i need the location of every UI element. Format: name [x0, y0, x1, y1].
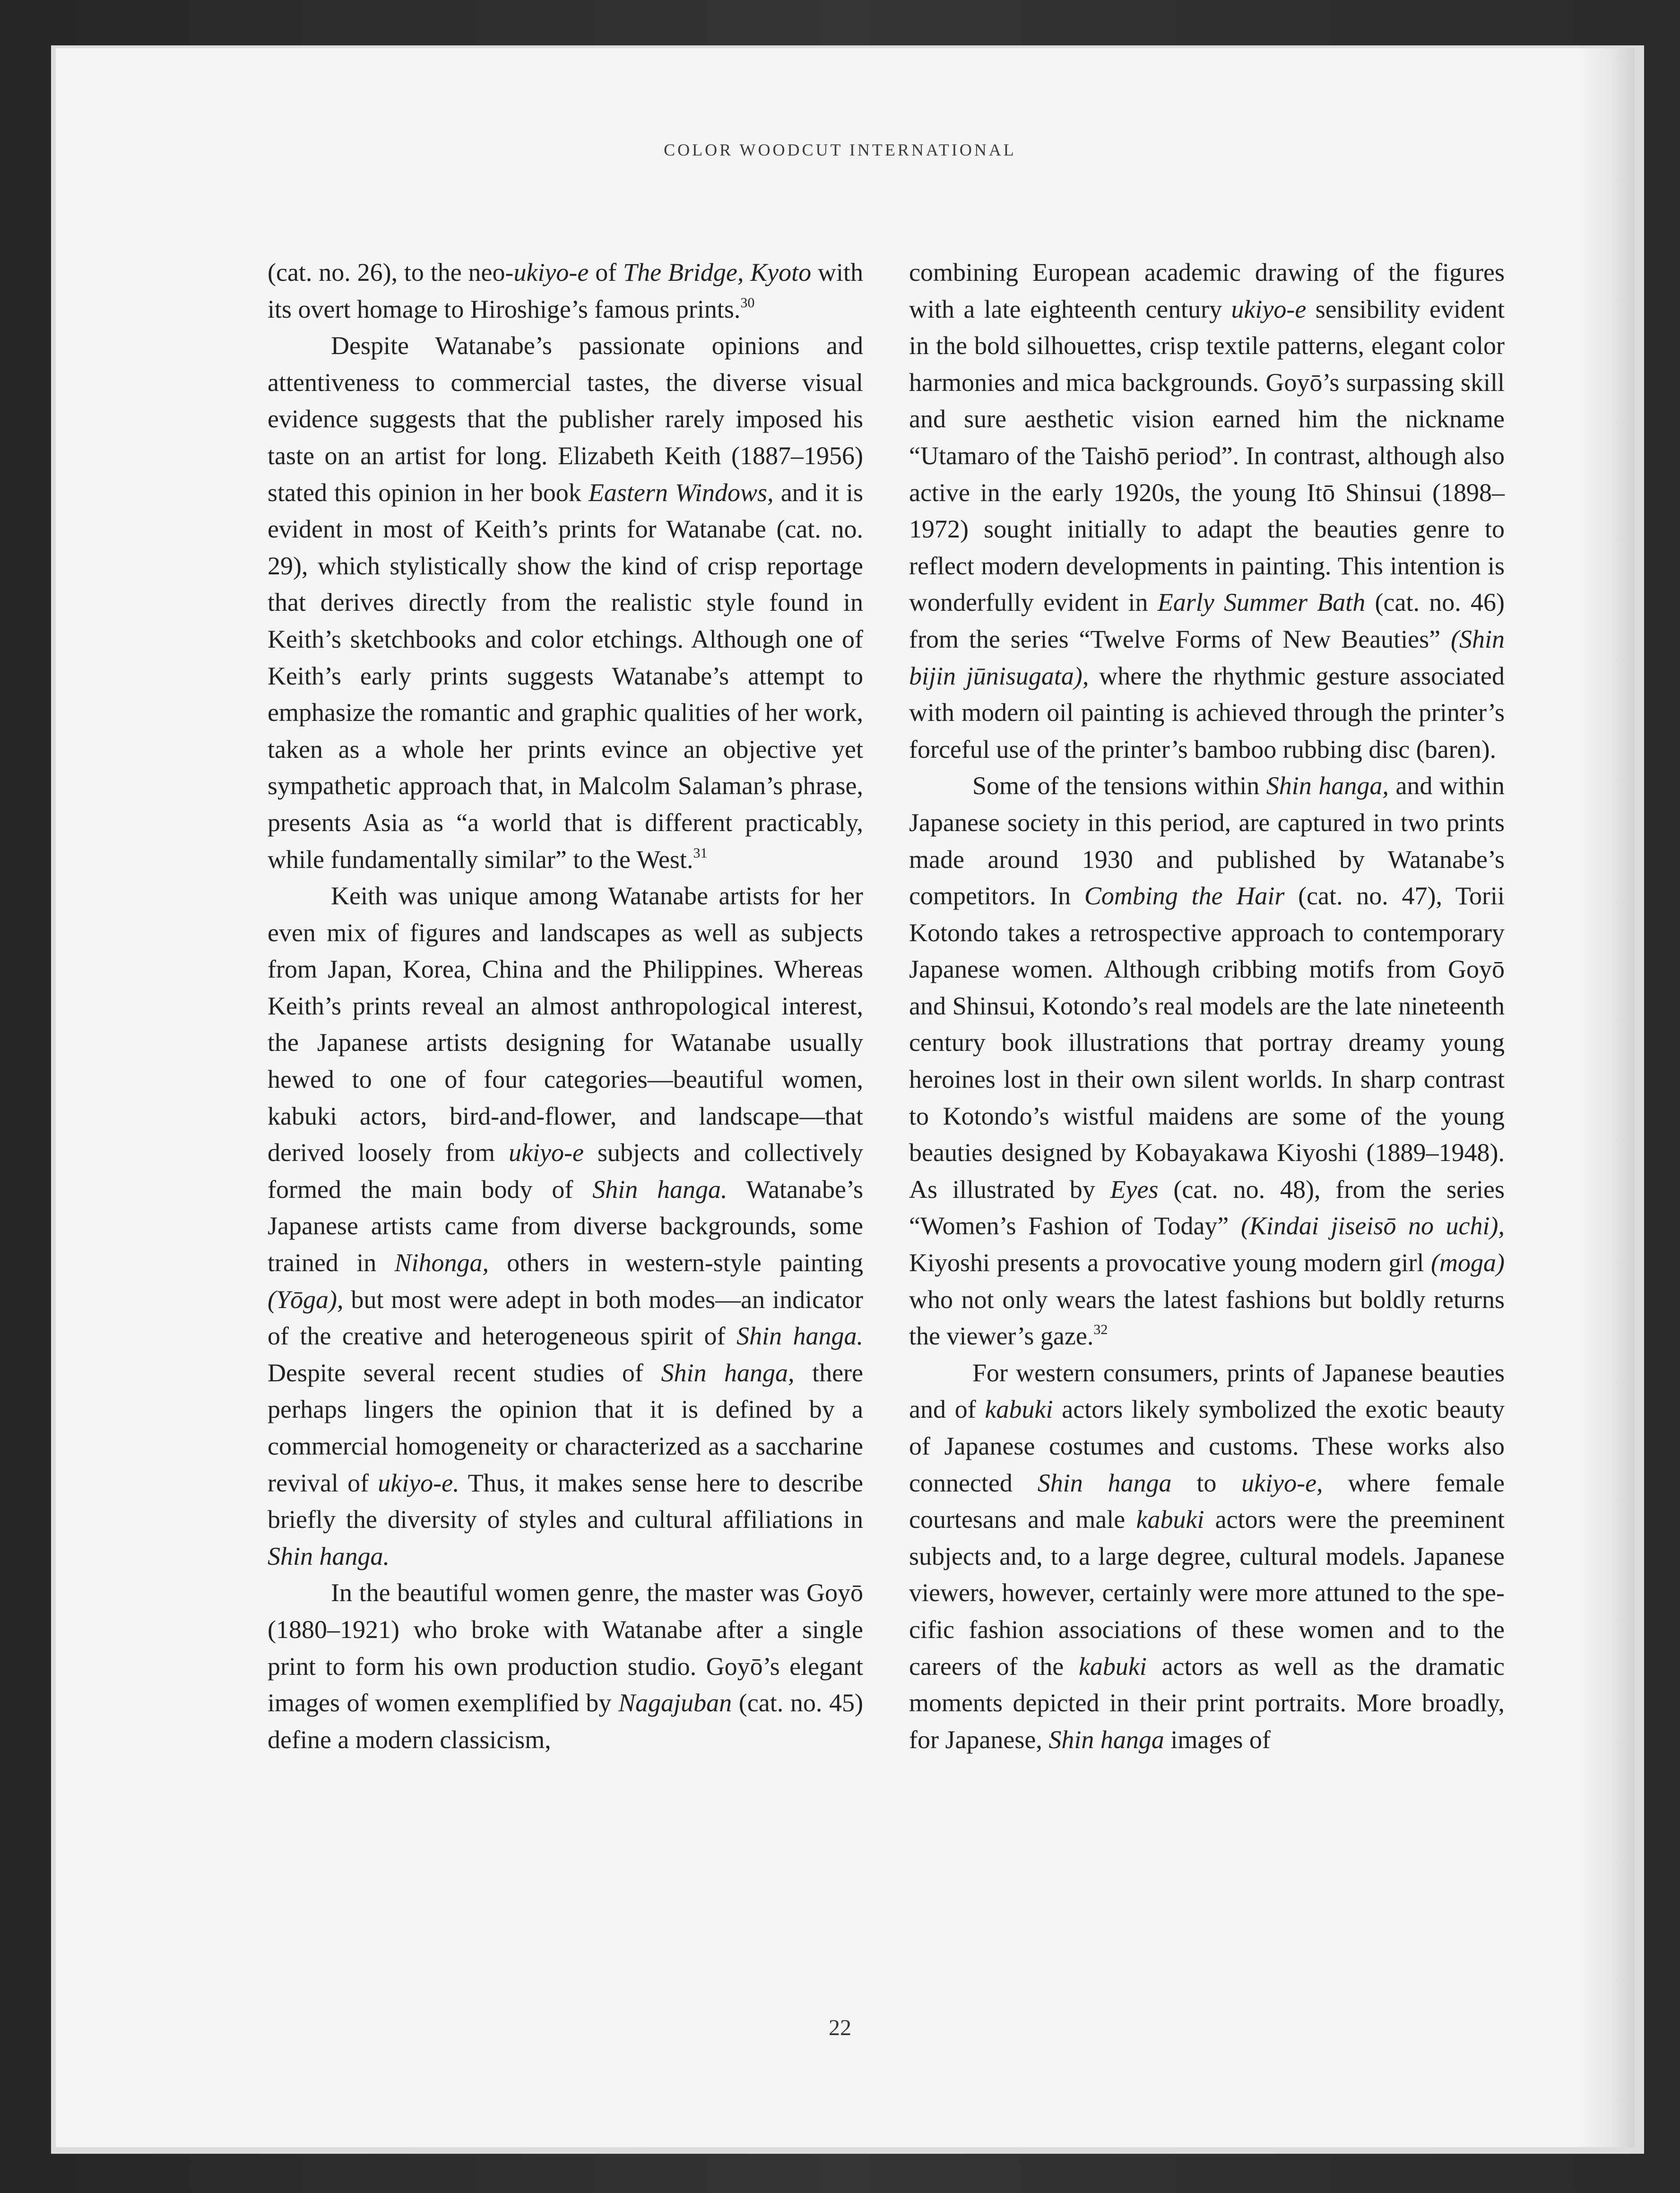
italic-text: Shin hanga: [1048, 1725, 1164, 1754]
text-run: (cat. no. 47), Torii Kotondo takes a retrospective approach to contemporary Japanese women. Although cribbing motifs from Goyō and Shinsui, Kotondo’s real models are the late nineteenth century book illustrations that portray dreamy young heroines lost in their own silent worlds. In sharp contrast to Kotondo’s wistful maidens are some of the young beauties designed by Kobayakawa Kiyoshi (1889–1948). As illustrated by: [909, 882, 1505, 1204]
italic-text: ukiyo-e.: [378, 1468, 459, 1497]
italic-text: (Kindai jiseisō no uchi),: [1240, 1212, 1505, 1240]
text-run: there perhaps lingers the opinion that it is defined by a commercial homogeneity or characterized as a saccharine revival of: [268, 1358, 863, 1497]
right-text-column: [909, 254, 1505, 1758]
paragraph: [268, 328, 863, 878]
italic-text: kabuki: [1078, 1652, 1147, 1681]
text-run: to: [1171, 1468, 1242, 1497]
text-run: Some of the tensions within: [972, 771, 1266, 800]
italic-text: Early Summer Bath: [1157, 588, 1366, 617]
text-run: In the beautiful women genre, the master was Goyō (1880–1921) who broke with Watanabe after a single print to form his own production studio. Goyō’s elegant images of women exemplified by: [268, 1578, 863, 1717]
text-run: For western consumers, prints of Japanese beauties and of: [909, 1358, 1505, 1424]
italic-text: kabuki: [985, 1395, 1053, 1424]
text-run: where female courtesans and male: [909, 1468, 1505, 1534]
italic-text: Eyes: [1110, 1175, 1159, 1204]
running-head: COLOR WOODCUT INTERNATIONAL: [664, 140, 1016, 159]
italic-text: Eastern Windows,: [588, 478, 774, 507]
text-run: (cat. no. 46) from the series “Twelve Forms of New Beauties”: [909, 588, 1505, 653]
italic-text: (Shin bijin jūnisugata),: [909, 624, 1505, 690]
text-run: Thus, it makes sense here to describe briefly the diversity of styles and cultural affiliations in: [268, 1468, 864, 1534]
italic-text: ukiyo-e: [509, 1138, 584, 1167]
italic-text: kabuki: [1136, 1505, 1204, 1534]
footnote-ref: 32: [1093, 1322, 1108, 1338]
italic-text: Shin hanga,: [661, 1358, 795, 1387]
footnote-ref: 30: [740, 295, 755, 311]
paragraph: [909, 1355, 1505, 1759]
text-run: who not only wears the latest fashions but boldly returns the viewer’s gaze.: [909, 1285, 1505, 1351]
text-run: combining European academic drawing of the figures with a late eighteenth century: [909, 258, 1505, 323]
text-run: images of: [1164, 1725, 1271, 1754]
text-run: where the rhythmic gesture associated with modern oil painting is achieved through the printer’s forceful use of the printer’s bamboo rubbing disc (baren).: [909, 661, 1505, 763]
italic-text: The Bridge, Kyoto: [623, 258, 812, 286]
italic-text: ukiyo-e: [513, 258, 589, 286]
text-run: Despite Watanabe’s passionate opinions and attentiveness to commercial tastes, the diverse visual evidence suggests that the publisher rarely imposed his taste on an artist for long. Elizabeth Keith (1887–1956) stated this opinion in her book: [268, 331, 863, 507]
page-number: 22: [829, 2015, 851, 2040]
text-run: sensibility evident in the bold silhouettes, crisp textile patterns, elegant color harmonies and mica backgrounds. Goyō’s surpassing skill and sure aesthetic vision earned him the nickname “Utamaro of the Taishō period”. In contrast, although also active in the early 1920s, the young Itō Shinsui (1898–1972) sought initially to adapt the beauties genre to reflect modern developments in painting. This intention is wonderfully evident in: [909, 295, 1505, 617]
italic-text: Nihonga,: [394, 1248, 489, 1277]
text-run: Watanabe’s Japanese artists came from diverse backgrounds, some trained in: [268, 1175, 863, 1277]
text-run: (cat. no. 26), to the neo-: [268, 258, 514, 286]
paragraph: [268, 254, 863, 328]
text-run: with its overt homage to Hiroshige’s famous prints.: [268, 258, 863, 323]
text-run: actors were the preeminent subjects and, to a large degree, cultural models. Japanese viewers, however, certainly were more attuned to the specific fashion associations of these women and to the careers of the: [909, 1505, 1505, 1681]
paragraph: [268, 878, 863, 1575]
text-run: others in western-style painting: [489, 1248, 863, 1277]
italic-text: Combing the Hair: [1084, 882, 1285, 910]
page-gutter-shadow: [1578, 48, 1635, 2147]
italic-text: Shin hanga: [1037, 1468, 1172, 1497]
text-run: Kiyoshi presents a provocative young modern girl: [909, 1248, 1431, 1277]
text-run: Keith was unique among Watanabe artists for her even mix of figures and landscapes as well as subjects from Japan, Korea, China and the Philippines. Whereas Keith’s prints reveal an almost anthropological interest, the Japanese artists designing for Watanabe usually hewed to one of four categories—beautiful women, kabuki actors, bird-and-flower, and landscape—that derived loosely from: [268, 882, 863, 1167]
text-run: and within Japanese society in this period, are captured in two prints made around 1930 and published by Watanabe’s competitors. In: [909, 771, 1505, 910]
footnote-ref: 31: [693, 845, 708, 861]
italic-text: Shin hanga.: [736, 1322, 863, 1351]
text-run: actors as well as the dramatic moments depicted in their print portraits. More broadly, for Japanese,: [909, 1652, 1505, 1754]
text-run: of: [589, 258, 624, 286]
italic-text: ukiyo-e,: [1241, 1468, 1323, 1497]
text-run: actors likely symbolized the exotic beauty of Japanese costumes and customs. These works also connected: [909, 1395, 1505, 1497]
text-run: and it is evident in most of Keith’s prints for Watanabe (cat. no. 29), which stylistically show the kind of crisp reportage that derives directly from the realistic style found in Keith’s sketchbooks and color etchings. Although one of Keith’s early prints suggests Watanabe’s attempt to emphasize the romantic and graphic qualities of her work, taken as a whole her prints evince an objective yet sympathetic approach that, in Malcolm Salaman’s phrase, presents Asia as “a world that is different practicably, while fundamentally similar” to the West.: [268, 478, 863, 874]
italic-text: Shin hanga.: [268, 1542, 390, 1570]
italic-text: (moga): [1431, 1248, 1505, 1277]
text-run: Despite several recent studies of: [268, 1358, 661, 1387]
text-run: (cat. no. 48), from the series “Women’s Fashion of Today”: [909, 1175, 1505, 1240]
italic-text: Shin hanga.: [592, 1175, 727, 1204]
italic-text: ukiyo-e: [1231, 295, 1307, 323]
text-run: subjects and collectively formed the main body of: [268, 1138, 863, 1204]
paragraph: [909, 254, 1505, 768]
italic-text: (Yōga),: [268, 1285, 344, 1314]
italic-text: Nagajuban: [618, 1689, 732, 1717]
text-run: (cat. no. 45) define a modern classicism,: [268, 1689, 863, 1754]
left-text-column: [268, 254, 863, 1758]
paragraph: [268, 1575, 863, 1758]
paragraph: [909, 768, 1505, 1355]
italic-text: Shin hanga,: [1266, 771, 1389, 800]
text-run: but most were adept in both modes—an indicator of the creative and heterogeneous spirit of: [268, 1285, 863, 1351]
